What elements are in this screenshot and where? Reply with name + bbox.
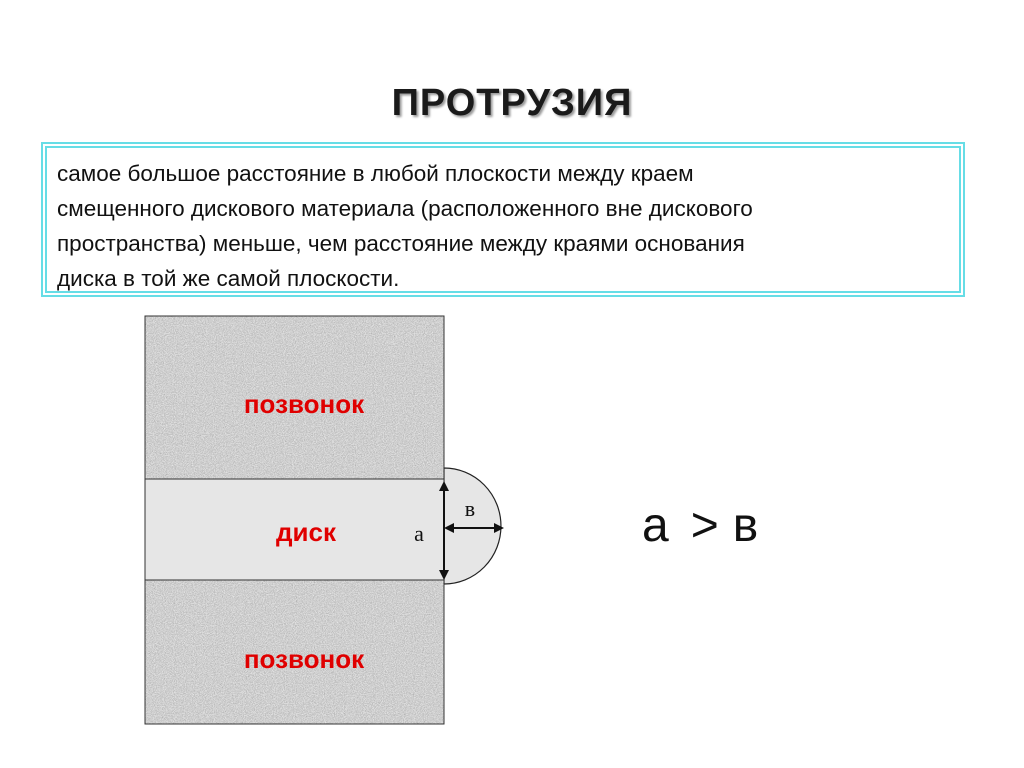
vertebra-top-label: позвонок: [243, 389, 365, 419]
definition-line: самое большое расстояние в любой плоскости между краем: [57, 161, 694, 186]
formula-operator: >: [690, 499, 719, 552]
formula-right: в: [732, 499, 759, 552]
disc-protrusion: [444, 468, 501, 584]
definition-line: смещенного дискового материала (расположенного вне дискового: [57, 196, 753, 221]
definition-line: диска в той же самой плоскости.: [57, 266, 400, 291]
vertebra-bottom-label: позвонок: [243, 644, 365, 674]
formula-left: а: [642, 499, 669, 552]
disc-label: диск: [276, 517, 336, 547]
inequality-formula: [642, 498, 758, 553]
dimension-a-label: а: [414, 521, 424, 546]
dimension-b-label: в: [464, 496, 476, 521]
slide-title: ПРОТРУЗИЯ: [391, 82, 633, 124]
definition-line: пространства) меньше, чем расстояние между краями основания: [57, 231, 745, 256]
